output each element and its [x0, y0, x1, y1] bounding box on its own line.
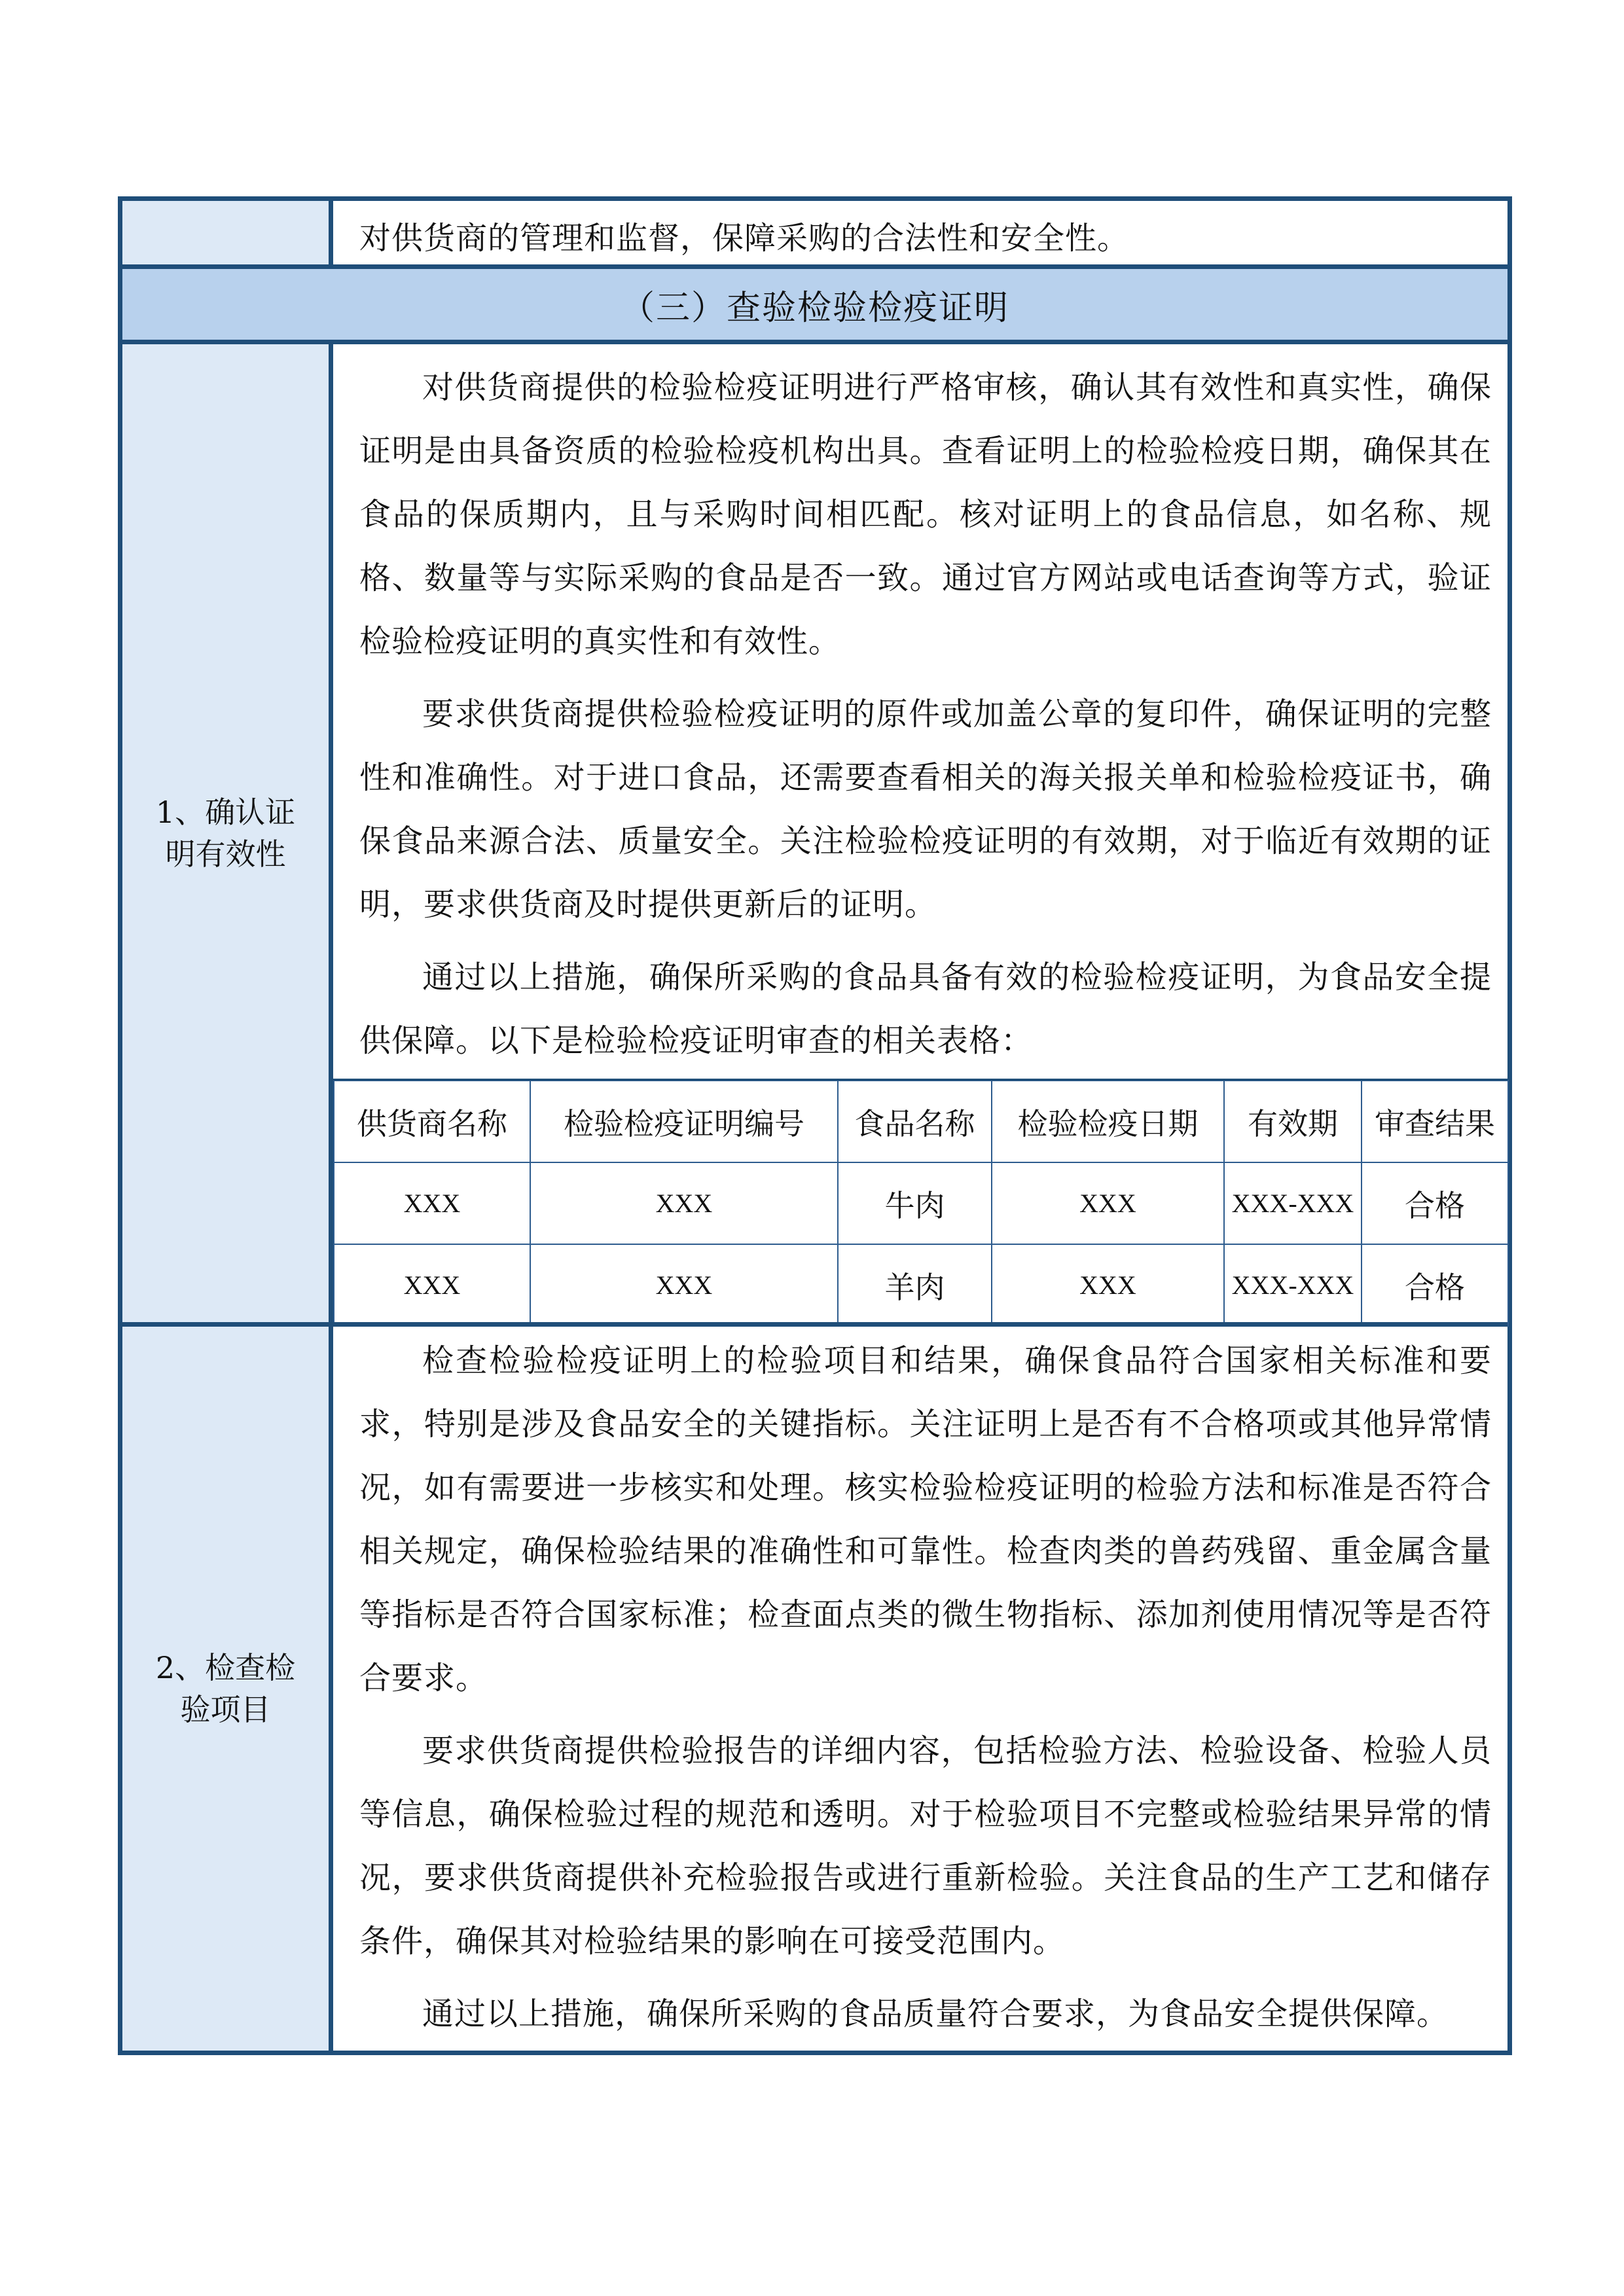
table-cell: XXX — [530, 1162, 838, 1244]
table-header-cell: 食品名称 — [838, 1081, 992, 1162]
table-header-cell: 有效期 — [1224, 1081, 1362, 1162]
item-1-paragraph: 对供货商提供的检验检疫证明进行严格审核，确认其有效性和真实性，确保证明是由具备资质的检验检疫机构出具。查看证明上的检验检疫日期，确保其在食品的保质期内，且与采购时间相匹配。核对证明上的食品信息，如名称、规格、数量等与实际采购的食品是否一致。通过官方网站或电话查询等方式，验证检验检疫证明的真实性和有效性。 — [359, 369, 1492, 660]
item-1-label — [122, 344, 329, 1322]
row-divider — [122, 340, 1507, 344]
item-1-paragraph: 通过以上措施，确保所采购的食品具备有效的检验检疫证明，为食品安全提供保障。以下是检验检疫证明审查的相关表格： — [359, 959, 1492, 1059]
table-row — [334, 1244, 1508, 1326]
table-cell: 羊肉 — [838, 1244, 992, 1326]
table-cell: 合格 — [1362, 1244, 1508, 1326]
table-header-cell: 审查结果 — [1362, 1081, 1508, 1162]
item-1-content — [333, 344, 1507, 1080]
row-divider — [122, 264, 1507, 269]
item-2-label — [122, 1327, 329, 2051]
table-cell: XXX — [334, 1162, 530, 1244]
continuation-text: 对供货商的管理和监督，保障采购的合法性和安全性。 — [359, 219, 1130, 257]
table-cell: 牛肉 — [838, 1162, 992, 1244]
item-1-label-line2: 明有效性 — [165, 836, 286, 872]
table-cell: XXX — [530, 1244, 838, 1326]
table-cell: XXX-XXX — [1224, 1244, 1362, 1326]
table-cell: XXX — [334, 1244, 530, 1326]
item-1-label-line1: 1、确认证 — [155, 795, 296, 830]
column-divider — [329, 201, 333, 269]
item-2-paragraph: 检查检验检疫证明上的检验项目和结果，确保食品符合国家相关标准和要求，特别是涉及食品安全的关键指标。关注证明上是否有不合格项或其他异常情况，如有需要进一步核实和处理。核实检验检疫证明的检验方法和标准是否符合相关规定，确保检验结果的准确性和可靠性。检查肉类的兽药残留、重金属含量等指标是否符合国家标准；检查面点类的微生物指标、添加剂使用情况等是否符合要求。 — [359, 1342, 1492, 1696]
table-header-cell: 供货商名称 — [334, 1081, 530, 1162]
table-top-divider — [333, 1079, 1507, 1081]
section-title: （三）查验检验检疫证明 — [620, 288, 1009, 328]
item-2-paragraph: 要求供货商提供检验报告的详细内容，包括检验方法、检验设备、检验人员等信息，确保检验过程的规范和透明。对于检验项目不完整或检验结果异常的情况，要求供货商提供补充检验报告或进行重新检验。关注食品的生产工艺和储存条件，确保其对检验结果的影响在可接受范围内。 — [359, 1732, 1492, 1960]
item-2-label-line2: 验项目 — [180, 1692, 271, 1727]
table-cell: XXX-XXX — [1224, 1162, 1362, 1244]
inspection-table-header-row — [334, 1081, 1508, 1162]
column-divider — [329, 344, 333, 2051]
item-2-paragraph: 通过以上措施，确保所采购的食品质量符合要求，为食品安全提供保障。 — [422, 1996, 1449, 2032]
table-header-cell: 检验检疫日期 — [992, 1081, 1224, 1162]
table-header-cell: 检验检疫证明编号 — [530, 1081, 838, 1162]
inspection-table — [333, 1080, 1509, 1327]
section-title-bar — [122, 269, 1507, 340]
item-2-content — [333, 1327, 1507, 2051]
table-cell: 合格 — [1362, 1162, 1508, 1244]
document-table — [118, 196, 1512, 2055]
table-cell: XXX — [992, 1162, 1224, 1244]
table-cell: XXX — [992, 1244, 1224, 1326]
row-divider — [122, 1322, 1507, 1327]
continuation-text-cell — [333, 201, 1507, 269]
item-2-label-line1: 2、检查检 — [155, 1650, 296, 1685]
item-1-paragraph: 要求供货商提供检验检疫证明的原件或加盖公章的复印件，确保证明的完整性和准确性。对于进口食品，还需要查看相关的海关报关单和检验检疫证书，确保食品来源合法、质量安全。关注检验检疫证明的有效期，对于临近有效期的证明，要求供货商及时提供更新后的证明。 — [359, 696, 1492, 923]
table-row — [334, 1162, 1508, 1244]
continuation-label-cell — [122, 201, 329, 269]
